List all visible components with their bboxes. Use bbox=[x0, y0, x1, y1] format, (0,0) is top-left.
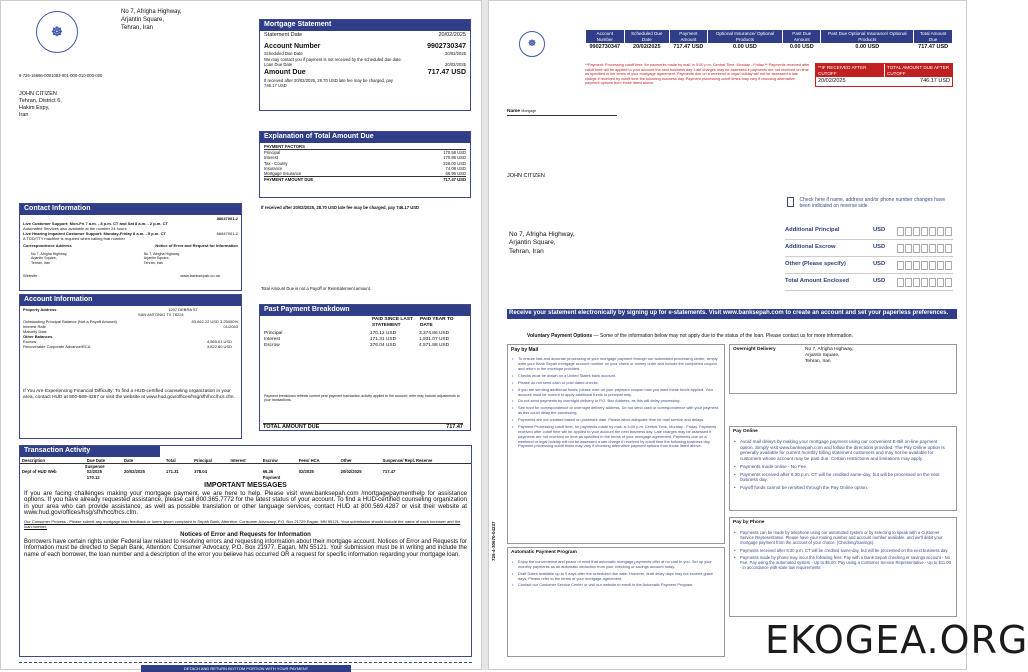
address-line: Arjantin Square, bbox=[31, 256, 57, 261]
digit-box[interactable] bbox=[945, 278, 952, 287]
auto-bullet: • Contact our Customer Service Center or visit our website to enroll in the Automatic Payment Program. bbox=[512, 583, 720, 588]
voluntary-title: Voluntary Payment Options bbox=[527, 333, 593, 339]
digit-box[interactable] bbox=[905, 244, 912, 253]
bank-address-line: No 7, Afrigha Highway, bbox=[121, 9, 182, 15]
digit-box[interactable] bbox=[897, 227, 904, 236]
tx-cell bbox=[20, 475, 85, 480]
past-payment-ytd: 4,571.88 USD bbox=[418, 342, 450, 348]
digit-box[interactable] bbox=[929, 244, 936, 253]
bank-address bbox=[121, 9, 182, 32]
late-fee-total: 746.17 USD bbox=[264, 83, 287, 89]
coupon-value: 9902730347 bbox=[589, 44, 621, 51]
voluntary-heading: Voluntary Payment Options — Some of the information below may not apply due to the status of the loan. Please contact us for more information. bbox=[527, 333, 853, 339]
voluntary-subtitle: Some of the information below may not apply due to the status of the loan. Please contact us for more information. bbox=[599, 333, 853, 339]
notice-label: Notice of Error and Request for Information bbox=[155, 242, 238, 248]
digit-box[interactable] bbox=[905, 227, 912, 236]
past-payment-box bbox=[259, 304, 471, 431]
auto-bullet: • Enjoy the convenience and peace of mind that automatic mortgage payments offer at no cost to you. Set up your monthly payments as an automatic deduction from your checking or savings account today. bbox=[512, 560, 720, 570]
support-hours: Live Customer Support: Mon-Fri 7 a.m. - 8 p.m. CT and Sat 8 a.m. - 2 p.m. CT bbox=[23, 220, 168, 226]
tx-suspense-label: Suspense bbox=[84, 464, 105, 469]
scheduled-due-date: 20/02/2025 bbox=[445, 51, 466, 57]
digit-box[interactable] bbox=[913, 261, 920, 270]
digit-box[interactable] bbox=[905, 261, 912, 270]
tx-cell bbox=[122, 475, 164, 480]
tx-cell bbox=[339, 475, 381, 480]
auto-pay-box bbox=[507, 547, 725, 657]
loan-due-date: 20/02/2025 bbox=[445, 61, 466, 67]
payment-factor-label: Insurance bbox=[264, 165, 283, 171]
phone-bullet: • Payments received after 6:30 p.m. CT will be credited same-day, but will be processed on the next business day. bbox=[734, 548, 952, 553]
account-info-title: Account Information bbox=[20, 295, 241, 306]
hearing-support: Live Hearing Impaired Customer Support: Monday-Friday 8 a.m. - 5 p.m. CT bbox=[23, 230, 166, 236]
cutoff-total: 746.17 USD bbox=[920, 78, 950, 85]
overnight-title: Overnight Delivery bbox=[733, 347, 776, 352]
tx-cell: 02/2025 bbox=[86, 469, 102, 475]
paid-ytd-header: PAID YEAR TO DATE bbox=[419, 316, 454, 328]
tx-cell bbox=[297, 475, 339, 480]
transaction-table bbox=[20, 458, 471, 480]
mail-bullet: • Payment Processing cutoff time, for payments made by mail, is 5:00 p.m. Central Time, Monday - Friday. Payments received after cutoff time will be applied to your account the next business day. Late charges may be assessed if payments are not received on time as specified in the terms of your mortgage agreement. Payments due on a weekend or legal holiday will not be assessed a late charge if received by cutoff time the following business day. Payment processing cutoff times may vary if choosing alternative payment options from those listed above. bbox=[512, 425, 720, 449]
cutoff-note: **Payment: Processing cutoff time, for payments made by mail, is 5:00 p.m. Central Time, Monday - Friday.** Payments received after cutoff time will be applied to your account the next business day. Late charges may be assessed if payments are not received on time as specified in the terms of your mortgage agreement. Payments due on a weekend or legal holiday will not be assessed a late charge if received by cutoff time the following business day. Payment processing cutoff times may vary if choosing alternative payment options from those listed above. bbox=[585, 63, 810, 86]
mail-bullet: • Payments are not credited based on postmark date. Please allow adequate time for mail service and delays. bbox=[512, 418, 720, 423]
tx-cell: 02/2025 bbox=[298, 469, 314, 475]
usd-label: USD bbox=[873, 227, 886, 234]
digit-box[interactable] bbox=[913, 244, 920, 253]
coupon-value: 0.00 USD bbox=[733, 44, 757, 51]
bank-address-line: Tehran, Iran bbox=[121, 24, 154, 31]
digit-box[interactable] bbox=[945, 261, 952, 270]
consumer-process-note: Our Consumer Process - Please submit any mortgage loan feedback or lorem ipsum complaint to Sepah Bank, Attention: Consumer Advocacy, P.O. Box 21729 Eagan, MN 55121. Your submission should include the name of each borrower and the loan number. bbox=[24, 518, 461, 529]
auto-pay-title: Automatic Payment Program bbox=[511, 550, 577, 555]
digit-box[interactable] bbox=[913, 278, 920, 287]
tx-cell: 20/02/2025 bbox=[124, 469, 145, 475]
name-line bbox=[507, 109, 617, 116]
additional-amounts bbox=[785, 223, 953, 291]
amount-label: Additional Escrow bbox=[785, 244, 836, 251]
explanation-title: Explanation of Total Amount Due bbox=[260, 132, 470, 143]
bank-address-line: Arjantin Square, bbox=[121, 16, 165, 23]
tx-cell: 717.47 bbox=[382, 469, 396, 475]
digit-box[interactable] bbox=[937, 278, 944, 287]
other-balances-label: Other Balances bbox=[23, 333, 53, 339]
statement-date: 20/02/2025 bbox=[438, 31, 466, 38]
name-sub-label: Mortgage bbox=[521, 109, 537, 113]
payment-factor-value: 170.58 USD bbox=[443, 150, 466, 155]
past-total bbox=[263, 423, 463, 431]
tx-header: Total bbox=[165, 457, 176, 463]
phone-bullet: • Payments made by phone may incur the following fees: Pay with a Bank Sepah checking or savings account - No Fee. Pay using the automated system - Up to $5.00. Pay using a Customer Service Representative - Up to $11.00 - in accordance with state law requirements bbox=[734, 555, 952, 571]
tx-cell: 378.04 bbox=[194, 469, 207, 475]
past-total-label: TOTAL AMOUNT DUE bbox=[263, 424, 320, 430]
coupon-value: 717.47 USD bbox=[673, 44, 704, 51]
coupon-header: Payment Amount bbox=[669, 30, 707, 44]
notice-title: Notices of Error and Requests for Information bbox=[180, 531, 311, 538]
coupon-header: Optional Insurance/ Optional Products bbox=[707, 30, 782, 44]
coupon-header: Scheduled Due Date bbox=[624, 30, 669, 44]
amount-row bbox=[785, 274, 953, 291]
advance-label: Recoverable Corporate Advance/RCA bbox=[23, 343, 91, 349]
amount-label: Total Amount Enclosed bbox=[785, 278, 850, 285]
tx-header: Fees/ HCA bbox=[298, 457, 320, 463]
mail-bullet: • If you are sending additional funds, please note on your payment coupon how you want those funds applied. Your account must be current to apply additional funds to principal only. bbox=[512, 388, 720, 398]
amount-row bbox=[785, 223, 953, 240]
amount-entry-field[interactable] bbox=[897, 244, 953, 253]
usd-label: USD bbox=[873, 244, 886, 251]
remit-address-line: Tehran, Iran bbox=[509, 247, 544, 255]
amount-entry-field[interactable] bbox=[897, 261, 953, 270]
tx-header: Date bbox=[124, 457, 134, 463]
transaction-title: Transaction Activity bbox=[20, 446, 160, 457]
past-payment-title: Past Payment Breakdown bbox=[260, 305, 470, 316]
digit-box[interactable] bbox=[921, 278, 928, 287]
overnight-address bbox=[805, 347, 853, 365]
explanation-late-note: If received after 20/02/2025, 28.70 USD late fee may be charged, pay 746.17 USD bbox=[261, 205, 420, 210]
past-payment-label: Principal bbox=[264, 330, 283, 336]
address-line: No 7, Afrigha Highway, bbox=[31, 251, 68, 256]
phone-bullet: • Payments can be made by telephone using our automated system or by selecting to speak with a Customer Service Representative. Please have your routing number and account number available, and we'll debit your mortgage payment from the account of your choice. (Checking/Savings). bbox=[734, 530, 952, 546]
tx-cell: 66.36 bbox=[262, 469, 274, 475]
pay-by-mail-box bbox=[507, 344, 725, 544]
digit-box[interactable] bbox=[945, 227, 952, 236]
address-change-checkbox[interactable] bbox=[787, 197, 794, 207]
correspondence-address bbox=[31, 252, 67, 265]
pay-by-phone-title: Pay by Phone bbox=[733, 520, 765, 525]
amount-due: 717.47 USD bbox=[427, 69, 466, 77]
digit-box[interactable] bbox=[921, 261, 928, 270]
bank-logo-small-icon: ☸ bbox=[519, 31, 545, 57]
address-change-note: Check here if name, address and/or phone number changes have been indicated on reverse side. bbox=[799, 197, 946, 210]
estatement-banner[interactable]: Receive your statement electronically by signing up for e-statements. Visit www.banksepah.com to create an account and set your paperless preferences. bbox=[507, 309, 957, 319]
payment-factor-label: Principal bbox=[264, 150, 281, 155]
pay-by-phone-box bbox=[729, 517, 957, 617]
interest-rate: 3.25000% bbox=[219, 318, 238, 324]
mortgage-statement-title: Mortgage Statement bbox=[260, 20, 470, 31]
detach-banner: DETACH AND RETURN BOTTOM PORTION WITH YOUR PAYMENT bbox=[141, 665, 351, 672]
digit-box[interactable] bbox=[897, 244, 904, 253]
coupon-value: 0.00 USD bbox=[789, 44, 814, 51]
payment-factor-value: 74.08 USD bbox=[445, 165, 466, 171]
notice-address bbox=[144, 252, 180, 265]
amount-label: Other (Please specify) bbox=[785, 261, 846, 268]
tx-header: Escrow bbox=[262, 457, 278, 463]
digit-box[interactable] bbox=[929, 278, 936, 287]
auto-bullet: • Draft Dates available up to 9 days after the scheduled due date. However, draft delay days may not exceed grace days. Please refer to the terms of your mortgage agreement. bbox=[512, 572, 720, 582]
tx-cell: 20/02/2025 bbox=[340, 469, 362, 475]
account-info-box bbox=[19, 294, 242, 439]
remit-address-line: Arjantin Square, bbox=[509, 239, 556, 247]
loan-due-label: Loan Due Date bbox=[264, 61, 293, 67]
tx-header: Description bbox=[22, 457, 46, 463]
digit-box[interactable] bbox=[929, 227, 936, 236]
mortgage-statement-box bbox=[259, 19, 471, 111]
advance-balance: 3,822.60 USD bbox=[206, 343, 232, 349]
amount-row bbox=[785, 240, 953, 257]
contact-box bbox=[19, 203, 242, 291]
detach-line bbox=[19, 662, 472, 663]
past-payment-label: Escrow bbox=[264, 342, 280, 348]
digit-box[interactable] bbox=[913, 227, 920, 236]
side-code: 726-4-30670-04237 bbox=[491, 521, 496, 561]
address-change bbox=[787, 197, 947, 210]
contact-title: Contact Information bbox=[20, 204, 241, 215]
hardship-note: If You Are Experiencing Financial Difficulty: To find a HUD-certified counseling organization in your area, contact HUD at 800-569-4287 or visit the website at www.hud.gov/offices/hsg/sfh/hcc/hcs.cfm. bbox=[23, 388, 235, 400]
tx-cell: Dept of HUD Web bbox=[22, 469, 57, 475]
tx-cell bbox=[192, 475, 228, 480]
coupon-header: Total Amount Due bbox=[914, 30, 953, 44]
maturity-date: 01/2043 bbox=[223, 323, 238, 329]
usd-label: USD bbox=[873, 261, 886, 268]
online-bullet: • Avoid mail delays by making your mortgage payment using our convenient E-Bill on-line payment option. Simply visit www.banksepah.com and follow the directions provided. The Pay Online option is generally available for current monthly billing statement customers and may not be available for customers whose account may be past due. Certain restrictions and limitations may apply. bbox=[734, 439, 952, 462]
property-address: 1207 DEBRA ST bbox=[168, 306, 198, 312]
pay-by-mail-title: Pay by Mail bbox=[511, 347, 539, 353]
interest-rate-label: Interest Rate bbox=[23, 323, 46, 329]
overnight-address-line: Tehran, Iran bbox=[805, 358, 831, 364]
cutoff-date: 20/02/2025 bbox=[818, 78, 846, 85]
paid-since-header: PAID SINCE LAST STATEMENT bbox=[372, 316, 413, 328]
payment-amount-due-label: PAYMENT AMOUNT DUE bbox=[264, 177, 314, 183]
statement-date-label: Statement Date bbox=[264, 31, 303, 38]
tx-header: Suspense/ Repl. Reserve bbox=[382, 457, 433, 463]
past-payment-ytd: 3,374.86 USD bbox=[418, 330, 450, 336]
remit-address bbox=[509, 231, 575, 256]
digit-box[interactable] bbox=[921, 244, 928, 253]
coupon-header: Past Due Optional Insurance/ Optional Products bbox=[821, 30, 914, 44]
online-bullet: • Payoff funds cannot be remitted through the Pay Online option. bbox=[734, 485, 952, 491]
coupon-header: Past Due Amount bbox=[783, 30, 821, 44]
tx-cell: 171.31 bbox=[165, 469, 179, 475]
escrow-balance: 4,565.01 USD bbox=[206, 338, 232, 344]
digit-box[interactable] bbox=[905, 278, 912, 287]
payment-factor-value: 170.85 USD bbox=[443, 155, 466, 161]
digit-box[interactable] bbox=[945, 244, 952, 253]
payment-factor-value: 66.96 USD bbox=[445, 171, 466, 176]
property-address-label: Property Address bbox=[23, 306, 57, 312]
overnight-address-line: Arjantin Square, bbox=[805, 352, 840, 358]
coupon-customer-name: JOHN CITIZEN bbox=[507, 173, 545, 179]
important-messages-title: IMPORTANT MESSAGES bbox=[204, 481, 287, 489]
pay-online-title: Pay Online bbox=[733, 429, 758, 434]
notice-body: Borrowers have certain rights under Federal law related to resolving errors and requesting information about their mortgage account. Notices of Error and Requests for Information must be directed to Sepah Bank, Attention: Consumer Advocacy, P.O. Box 21977, Eagan, MN 55121. Your submission must be in writing and include the name of each borrower, the loan number and a description of the error you believe has occurred OR a request for specific information regarding your mortgage loan. bbox=[24, 539, 467, 558]
scheduled-due-label: Scheduled Due Date bbox=[264, 51, 303, 57]
payment-factor-label: Interest bbox=[264, 155, 278, 161]
amount-row bbox=[785, 257, 953, 274]
address-line: Arjantin Square, bbox=[143, 256, 170, 261]
transaction-box bbox=[19, 445, 472, 657]
online-bullet: • Payments made online - No Fee. bbox=[734, 464, 952, 470]
remit-address-line: No 7, Afrigha Highway, bbox=[509, 231, 575, 238]
account-number: 9902730347 bbox=[427, 42, 466, 50]
past-payment-since: 170.12 USD bbox=[369, 330, 397, 336]
digit-box[interactable] bbox=[897, 278, 904, 287]
address-line: Tehran, Iran bbox=[31, 260, 51, 265]
mail-bullet: • Do not send payments by overnight delivery to P.O. Box Address, as this will delay processing. bbox=[512, 399, 720, 404]
tx-header: Principal bbox=[194, 457, 212, 463]
digit-box[interactable] bbox=[937, 261, 944, 270]
website-link[interactable]: www.banksepah.co.uk bbox=[180, 273, 220, 279]
maturity-label: Maturity Date bbox=[23, 328, 47, 334]
coupon-value: 0.00 USD bbox=[855, 44, 880, 51]
customer-address-line: JOHN CITIZEN bbox=[19, 91, 57, 97]
amount-entry-field[interactable] bbox=[897, 278, 953, 287]
hearing-ref: 66647001-2 bbox=[216, 230, 238, 236]
table-row bbox=[20, 475, 471, 480]
coupon-table bbox=[585, 29, 953, 51]
customer-address-line: Hakim Expy, bbox=[19, 105, 50, 112]
mail-bullet: • Checks must be drawn on a United States bank account. bbox=[512, 374, 720, 379]
late-fee-note: If received after 20/02/2025, 28.70 USD late fee may be charged, pay bbox=[264, 77, 393, 83]
payment-factor-label: Mortgage Insurance bbox=[264, 171, 302, 176]
statement-page-front bbox=[0, 0, 482, 670]
past-payment-label: Interest bbox=[264, 336, 280, 342]
online-bullet: • Payments received after 6:30 p.m. CT will be credited same-day, but will be processed on the next business day. bbox=[734, 472, 952, 483]
overnight-box bbox=[729, 344, 957, 394]
tx-cell bbox=[164, 475, 192, 480]
overnight-address-line: No 7, Afrigha Highway, bbox=[805, 347, 854, 352]
address-line: No 7, Afrigha Highway, bbox=[143, 251, 180, 256]
account-number-label: Account Number bbox=[264, 42, 321, 50]
coupon-value: 717.47 USD bbox=[918, 44, 949, 51]
past-payment-since: 376.04 USD bbox=[369, 342, 397, 348]
tx-cell bbox=[381, 475, 471, 480]
coupon-value: 20/02/2025 bbox=[633, 44, 661, 51]
tx-cell: Payment bbox=[262, 474, 281, 480]
outstanding-balance: 83,062.22 USD bbox=[191, 318, 219, 324]
address-line: Tehran, Iran bbox=[143, 260, 163, 265]
amount-entry-field[interactable] bbox=[897, 227, 953, 236]
mail-bullet: • See front for correspondence or overnight delivery address. Do not send cash or correspondence with your payment, as this could delay the processing. bbox=[512, 406, 720, 416]
tx-header: Due Date bbox=[86, 457, 105, 463]
payment-amount-due: 717.47 USD bbox=[443, 177, 466, 183]
bank-logo-icon: ☸ bbox=[36, 11, 78, 53]
customer-address bbox=[19, 91, 62, 120]
amount-due-label: Amount Due bbox=[264, 69, 306, 77]
contact-ref: 88647001-2 bbox=[216, 215, 238, 221]
digit-box[interactable] bbox=[921, 227, 928, 236]
correspondence-label: Correspondence Address bbox=[23, 242, 72, 248]
coupon-header: Account Number bbox=[586, 30, 625, 44]
mail-bullet: • Please do not send cash or post dated checks. bbox=[512, 381, 720, 386]
tx-header: Interest bbox=[230, 457, 246, 463]
payment-factors-label: PAYMENT FACTORS bbox=[264, 144, 466, 150]
past-payment-since: 171.31 USD bbox=[369, 336, 397, 342]
website-label: Website bbox=[23, 273, 38, 279]
usd-label: USD bbox=[873, 278, 886, 285]
past-total-value: 717.47 bbox=[446, 424, 463, 430]
tx-cell bbox=[229, 475, 261, 480]
name-label: Name bbox=[507, 109, 521, 114]
tx-cell: 170.12 bbox=[86, 474, 100, 480]
cutoff-box bbox=[815, 63, 953, 87]
if-received-label: **IF RECEIVED AFTER CUTOFF bbox=[816, 64, 884, 77]
property-city: SAN ANTONIO TX 78224 bbox=[138, 311, 184, 317]
payment-factor-label: Tax - County bbox=[264, 160, 288, 166]
digit-box[interactable] bbox=[897, 261, 904, 270]
barcode-number: 8-726-15666-0001083-001-000-010-000-000 bbox=[19, 73, 103, 78]
watermark: EKOGEA.ORG bbox=[765, 618, 1028, 662]
mail-bullet: • To ensure fast and accurate processing of your mortgage payment through our automated processing center, simply write your Bank Sepah mortgage account number on your check or money order and include the completed coupon and return in the envelope provided. bbox=[512, 357, 720, 372]
customer-address-line: Iran bbox=[19, 112, 29, 119]
digit-box[interactable] bbox=[937, 244, 944, 253]
payment-factor-value: 226.00 USD bbox=[443, 160, 466, 166]
digit-box[interactable] bbox=[929, 261, 936, 270]
important-messages-body: If you are facing challenges making your mortgage payment, we are here to help. Please visit www.banksepah.com /mortgagepaymenthelp for assistance options. If you have already requested assistance, please call 800.365.7772 for the latest status of your account. To find a HUD-certified counseling organization in your area who can provide assistance, as well as possible translation or other language services, contact HUD at 800.569.4287 or visit their website at www.hud.gov/offices/hsg/sfh/hcc/hcs.cfm. bbox=[24, 489, 467, 516]
escrow-label: Escrow bbox=[23, 338, 37, 344]
total-after-cutoff-label: TOTAL AMOUNT DUE AFTER CUTOFF bbox=[884, 64, 952, 77]
automated-services: Automated Services also available at the number 24 hours bbox=[23, 225, 127, 231]
tty-note: A TDD/TTY machine is required when calling that number bbox=[23, 235, 125, 241]
outstanding-label: Outstanding Principal Balance (Not a Payoff Amount) bbox=[23, 318, 117, 324]
tx-header: Other bbox=[340, 457, 352, 463]
digit-box[interactable] bbox=[937, 227, 944, 236]
customer-address-line: Tehran, District 6, bbox=[19, 98, 62, 105]
explanation-box bbox=[259, 131, 471, 198]
past-payment-ytd: 1,931.07 USD bbox=[418, 336, 450, 342]
statement-page-coupon bbox=[488, 0, 1028, 670]
amount-label: Additional Principal bbox=[785, 227, 840, 234]
contact-note: We may contact you if payment is not received by the scheduled due date. bbox=[264, 56, 402, 62]
explanation-footnote: Total Amount Due is not a Payoff or Reinstatement amount. bbox=[261, 286, 372, 291]
past-payment-row bbox=[264, 343, 466, 349]
past-payment-note: Payment breakdown reflects current year payment transaction activity applied to the account; refer may include adjustments to your transactions. bbox=[264, 393, 460, 403]
pay-online-box bbox=[729, 426, 957, 511]
